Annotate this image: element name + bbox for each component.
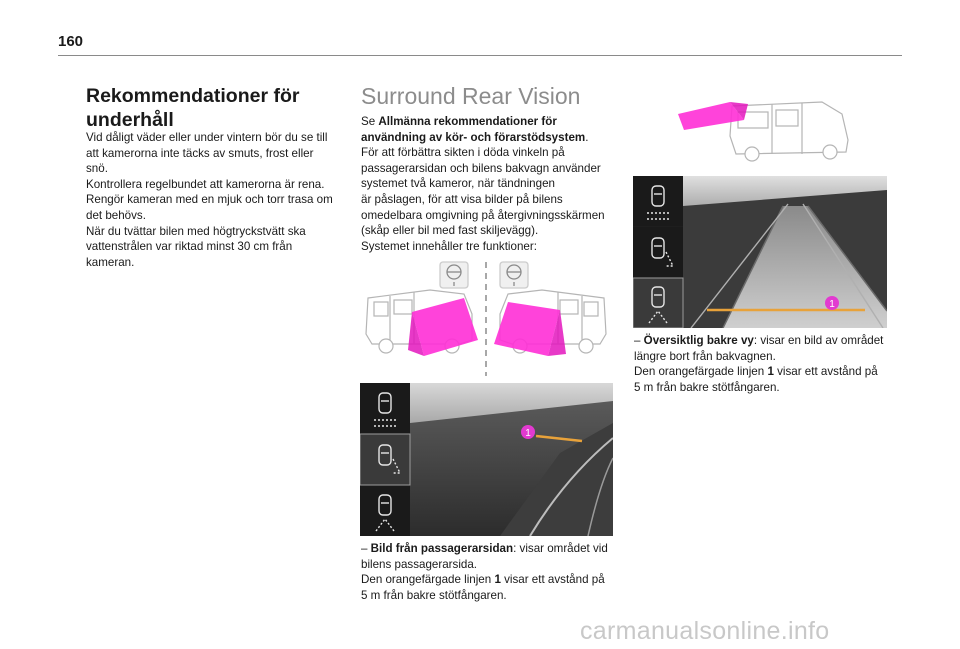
text-fragment: Den orangefärgade linjen bbox=[634, 365, 768, 379]
text-line: vattenstrålen var riktad minst 30 cm från bbox=[86, 240, 293, 254]
text-fragment: – bbox=[634, 334, 644, 347]
reference-link: Allmänna rekommendationer för bbox=[378, 115, 557, 128]
maintenance-text bbox=[86, 130, 342, 270]
watermark: carmanualsonline.info bbox=[580, 617, 830, 645]
text-line bbox=[361, 541, 617, 557]
page-number: 160 bbox=[58, 33, 84, 50]
steering-wheel-icon bbox=[500, 262, 528, 288]
text-line: Rengör kameran med en mjuk och torr trasa om bbox=[86, 193, 333, 207]
text-fragment: . bbox=[585, 130, 589, 144]
text-fragment: visar ett avstånd på bbox=[500, 573, 605, 587]
heading-line: Rekommendationer för bbox=[86, 85, 300, 107]
text-line: systemet två kameror, när tändningen bbox=[361, 177, 555, 191]
van-rear-camera-illustration bbox=[672, 96, 852, 164]
text-fragment: Se bbox=[361, 115, 379, 128]
text-line: Kontrollera regelbundet att kamerorna är rena. bbox=[86, 177, 325, 191]
text-line: (skåp eller bil med fast skiljevägg). bbox=[361, 224, 539, 238]
distance-marker-label: 1 bbox=[525, 428, 531, 439]
text-fragment: Den orangefärgade linjen bbox=[361, 573, 495, 587]
van-rear bbox=[730, 102, 848, 161]
reference-link: användning av kör- och förarstödsystem bbox=[361, 130, 586, 144]
function-name: Bild från passagerarsidan bbox=[370, 542, 514, 555]
text-line: Vid dåligt väder eller under vintern bör du se till bbox=[86, 131, 328, 144]
text-line bbox=[634, 333, 896, 349]
rear-overview-caption bbox=[634, 333, 896, 395]
text-fragment: : visar området vid bbox=[513, 542, 608, 555]
text-line: bilens passagerarsida. bbox=[361, 557, 478, 571]
text-fragment: – bbox=[361, 542, 371, 555]
maintenance-heading bbox=[86, 84, 326, 132]
header-rule bbox=[58, 55, 902, 56]
text-line: 5 m från bakre stötfångaren. bbox=[361, 588, 507, 602]
intro-text bbox=[361, 114, 617, 254]
text-line: kameran. bbox=[86, 255, 135, 269]
text-line: längre bort från bakvagnen. bbox=[634, 349, 776, 363]
text-line: snö. bbox=[86, 162, 108, 176]
text-line: är påslagen, för att visa bilder på bilens bbox=[361, 192, 563, 206]
text-line: det behövs. bbox=[86, 208, 146, 222]
text-fragment: : visar en bild av området bbox=[753, 334, 884, 347]
text-line: omedelbara omgivning på återgivningsskärmen bbox=[361, 208, 605, 222]
text-line: att kamerorna inte täcks av smuts, frost eller bbox=[86, 146, 314, 160]
text-line bbox=[634, 364, 896, 380]
text-line: passagerarsidan och bilens bakvagn använder bbox=[361, 161, 601, 175]
passenger-side-camera-screen bbox=[360, 383, 613, 536]
text-line bbox=[361, 114, 617, 130]
text-fragment: visar ett avstånd på bbox=[773, 365, 878, 379]
heading-line: underhåll bbox=[86, 109, 174, 131]
passenger-view-caption bbox=[361, 541, 617, 603]
text-line bbox=[361, 572, 617, 588]
text-line: För att förbättra sikten i döda vinkeln på bbox=[361, 146, 565, 160]
text-line: Systemet innehåller tre funktioner: bbox=[361, 239, 537, 253]
text-line bbox=[361, 130, 617, 146]
distance-marker-label: 1 bbox=[829, 299, 835, 310]
marker-ref: 1 bbox=[494, 573, 501, 587]
function-name: Översiktlig bakre vy bbox=[643, 334, 754, 347]
text-line: 5 m från bakre stötfångaren. bbox=[634, 380, 780, 394]
section-title: Surround Rear Vision bbox=[361, 83, 581, 109]
steering-wheel-icon bbox=[440, 262, 468, 288]
vans-camera-illustration bbox=[360, 258, 612, 376]
rear-overview-camera-screen bbox=[633, 176, 887, 328]
marker-ref: 1 bbox=[767, 365, 774, 379]
text-line: När du tvättar bilen med högtryckstvätt ska bbox=[86, 224, 306, 238]
